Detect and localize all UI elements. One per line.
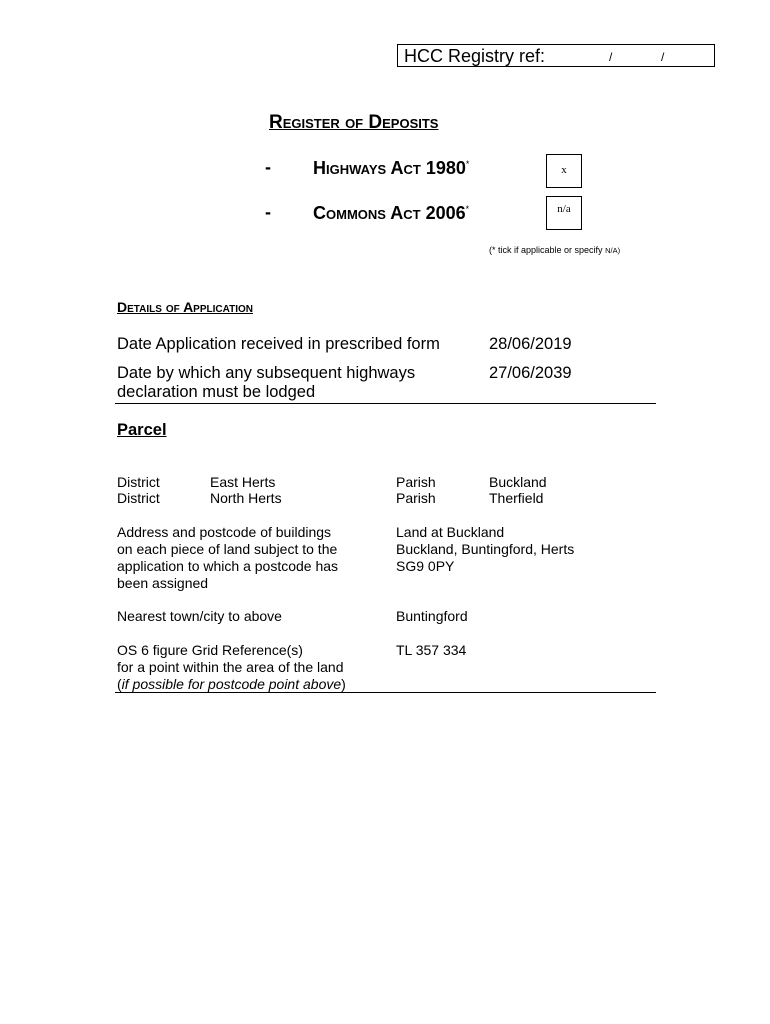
district-value: North Herts xyxy=(210,490,282,506)
date-received-value: 28/06/2019 xyxy=(489,335,572,353)
page-title: Register of Deposits xyxy=(269,112,439,133)
grid-reference-value: TL 357 334 xyxy=(396,642,467,658)
address-value: Land at Buckland Buckland, Buntingford, Herts SG9 0PY xyxy=(396,524,575,574)
registry-ref-box xyxy=(397,44,715,67)
district-value: East Herts xyxy=(210,474,276,490)
registry-ref-separator: / xyxy=(609,50,613,64)
registry-ref-label: HCC Registry ref: xyxy=(404,46,546,66)
district-label: District xyxy=(117,490,160,506)
grid-reference-label: OS 6 figure Grid Reference(s) for a point within the area of the land (if possible for postcode point above) xyxy=(117,642,346,692)
nearest-town-value: Buntingford xyxy=(396,608,468,624)
act-bullet: - xyxy=(265,202,271,222)
commons-tick-box[interactable]: n/a xyxy=(546,196,582,230)
parcel-heading: Parcel xyxy=(117,421,167,439)
date-received-label: Date Application received in prescribed form xyxy=(117,335,440,353)
section-divider xyxy=(115,692,656,693)
highways-tick-box[interactable]: x xyxy=(546,154,582,188)
section-divider xyxy=(115,403,656,404)
parish-label: Parish xyxy=(396,474,436,490)
registry-ref-separator: / xyxy=(661,50,665,64)
parish-value: Buckland xyxy=(489,474,547,490)
date-lodged-value: 27/06/2039 xyxy=(489,364,572,382)
parish-value: Therfield xyxy=(489,490,544,506)
act-highways-label: Highways Act 1980* xyxy=(313,158,470,178)
parish-label: Parish xyxy=(396,490,436,506)
date-lodged-label: Date by which any subsequent highways declaration must be lodged xyxy=(117,364,416,401)
act-bullet: - xyxy=(265,157,271,177)
district-label: District xyxy=(117,474,160,490)
details-heading: Details of Application xyxy=(117,299,253,315)
tick-instruction-note: (* tick if applicable or specify N/A) xyxy=(489,245,621,255)
address-label: Address and postcode of buildings on each piece of land subject to the application to which a postcode has been assigned xyxy=(117,524,339,591)
nearest-town-label: Nearest town/city to above xyxy=(117,608,282,624)
act-commons-label: Commons Act 2006* xyxy=(313,203,470,223)
